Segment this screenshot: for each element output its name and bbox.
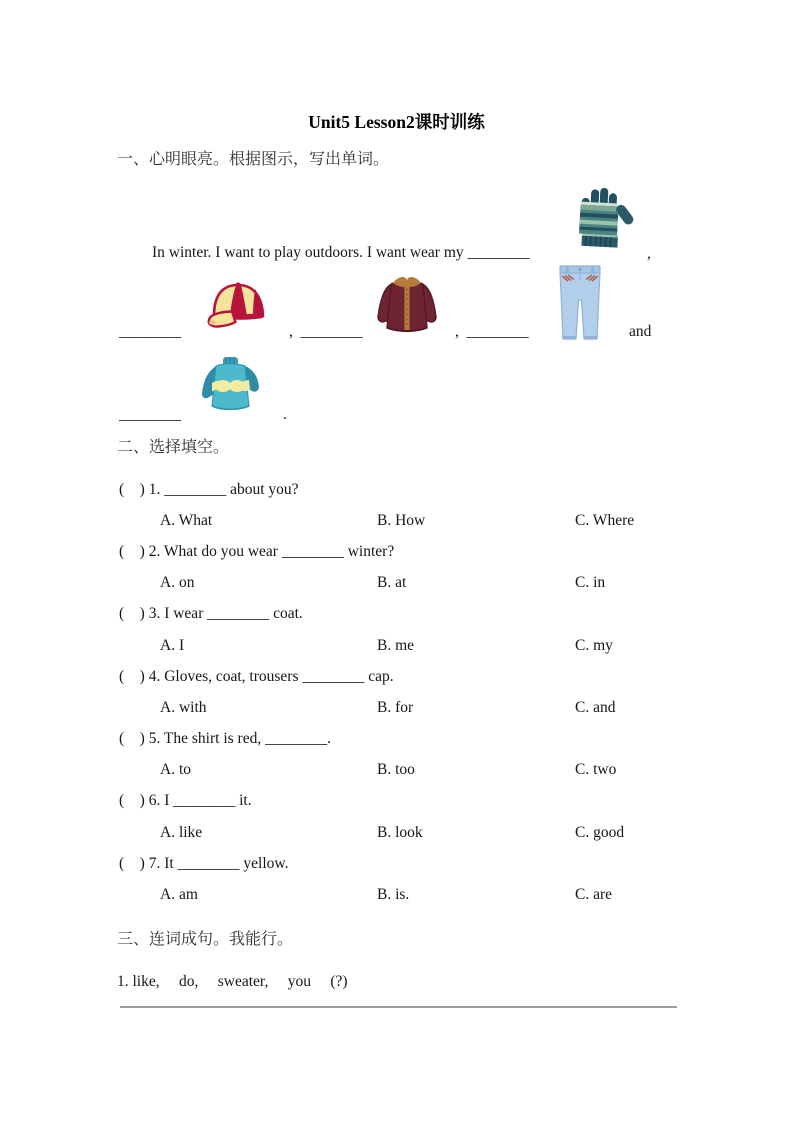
question-3-option-c: C. my [575,637,613,654]
question-6-option-a: A. like [160,824,203,841]
question-1: ( ) 1. ________ about you? [119,481,299,498]
question-3-option-a: A. I [160,637,185,654]
question-4-option-a: A. with [160,699,207,716]
blank-coat: , ________ [289,323,363,340]
question-2: ( ) 2. What do you wear ________ winter? [119,543,395,560]
question-4: ( ) 4. Gloves, coat, trousers ________ cap. [119,668,394,685]
comma-after-gloves: , [647,245,651,262]
question-4-option-b: B. for [377,699,414,716]
answer-line [120,1006,677,1008]
period-after-sweater: . [283,406,287,423]
rearrange-item-1: 1. like, do, sweater, you (?) [117,973,348,990]
question-2-option-a: A. on [160,574,195,591]
question-7-option-c: C. are [575,886,613,903]
section2-heading: 二、选择填空。 [117,439,230,456]
question-2-option-c: C. in [575,574,606,591]
blank-cap: ________ [119,323,181,340]
and-word: and [629,323,652,340]
question-7: ( ) 7. It ________ yellow. [119,855,289,872]
question-1-option-c: C. Where [575,512,635,529]
jeans-icon [556,264,604,342]
question-6-option-c: C. good [575,824,625,841]
blank-jeans: , ________ [455,323,529,340]
question-4-option-c: C. and [575,699,616,716]
gloves-icon [574,183,640,249]
question-2-option-b: B. at [377,574,407,591]
question-5-option-c: C. two [575,761,617,778]
question-5: ( ) 5. The shirt is red, ________. [119,730,331,747]
section1-heading: 一、心明眼亮。根据图示，写出单词。 [117,151,390,168]
blank-sweater: ________ [119,406,181,423]
section1-sentence: In winter. I want to play outdoors. I want wear my ________ [152,244,530,261]
sweater-icon [199,356,262,412]
coat-icon [376,273,438,337]
question-1-option-a: A. What [160,512,213,529]
question-3: ( ) 3. I wear ________ coat. [119,605,303,622]
page-title: Unit5 Lesson2课时训练 [308,112,485,132]
question-7-option-b: B. is. [377,886,410,903]
question-5-option-a: A. to [160,761,191,778]
question-1-option-b: B. How [377,512,426,529]
cap-icon [206,279,270,333]
question-3-option-b: B. me [377,637,415,654]
question-6-option-b: B. look [377,824,423,841]
question-6: ( ) 6. I ________ it. [119,792,252,809]
question-7-option-a: A. am [160,886,198,903]
question-5-option-b: B. too [377,761,415,778]
section3-heading: 三、连词成句。我能行。 [117,931,294,948]
